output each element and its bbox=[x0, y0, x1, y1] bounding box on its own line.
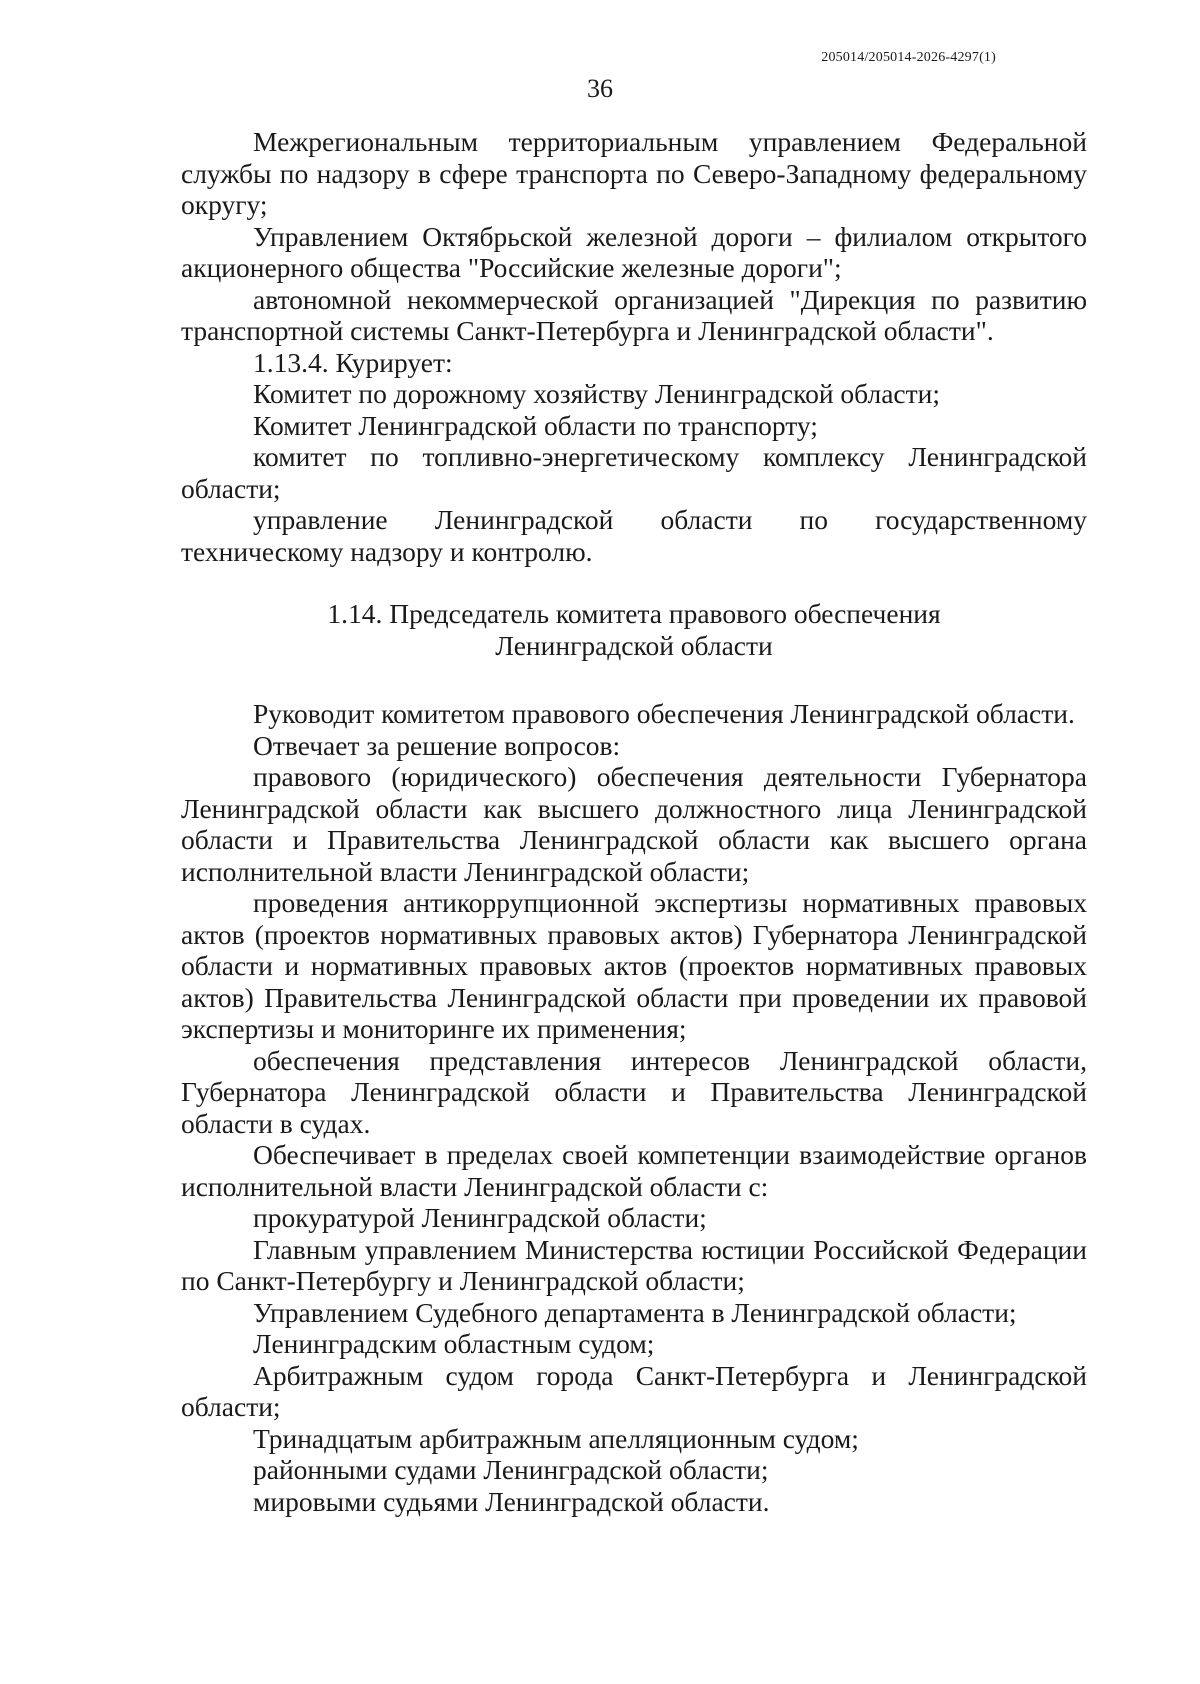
section-heading-line-1: 1.14. Председатель комитета правового обеспечения bbox=[327, 598, 941, 629]
paragraph: Обеспечивает в пределах своей компетенции взаимодействие органов исполнительной власти Ленинградской области с: bbox=[181, 1139, 1087, 1202]
paragraph: прокуратурой Ленинградской области; bbox=[253, 1202, 707, 1233]
paragraph: Управлением Судебного департамента в Ленинградской области; bbox=[253, 1296, 1017, 1328]
paragraph: районными судами Ленинградской области; bbox=[253, 1454, 769, 1485]
spacer bbox=[181, 661, 1087, 698]
document-registration-code: 205014/205014-2026-4297(1) bbox=[821, 50, 996, 65]
paragraph: Руководит комитетом правового обеспечения Ленинградской области. bbox=[253, 698, 1075, 729]
paragraph: проведения антикоррупционной экспертизы нормативных правовых актов (проектов нормативных правовых актов) Губернатора Ленинградской области и нормативных правовых актов (проектов нормативных правовых актов) Правительства Ленинградской области при проведении их правовой экспертизы и мониторинге их применения; bbox=[181, 887, 1087, 1044]
paragraph: управление Ленинградской области по государственному техническому надзору и контролю. bbox=[181, 504, 1087, 567]
paragraph: Отвечает за решение вопросов: bbox=[253, 729, 621, 761]
paragraph: 1.13.4. Курирует: bbox=[253, 346, 453, 378]
paragraph: комитет по топливно-энергетическому комплексу Ленинградской области; bbox=[181, 441, 1087, 504]
paragraph: Межрегиональным территориальным управлением Федеральной службы по надзору в сфере транспорта по Северо-Западному федеральному округу; bbox=[181, 126, 1087, 220]
paragraph: правового (юридического) обеспечения деятельности Губернатора Ленинградской области как высшего должностного лица Ленинградской области и Правительства Ленинградской области как высшего органа исполнительной власти Ленинградской области; bbox=[181, 761, 1087, 887]
paragraph: Тринадцатым арбитражным апелляционным судом; bbox=[253, 1422, 859, 1454]
paragraph: мировыми судьями Ленинградской области. bbox=[253, 1485, 770, 1517]
paragraph: Арбитражным судом города Санкт-Петербурга и Ленинградской области; bbox=[181, 1359, 1087, 1422]
paragraph: Ленинградским областным судом; bbox=[253, 1328, 655, 1359]
paragraph: Управлением Октябрьской железной дороги – филиалом открытого акционерного общества "Российские железные дороги"; bbox=[181, 220, 1087, 283]
paragraph: Главным управлением Министерства юстиции Российской Федерации по Санкт-Петербургу и Ленинградской области; bbox=[181, 1233, 1087, 1296]
document-body bbox=[181, 126, 1087, 1517]
paragraph: автономной некоммерческой организацией "Дирекция по развитию транспортной системы Санкт-Петербурга и Ленинградской области". bbox=[181, 283, 1087, 346]
section-heading bbox=[181, 598, 1087, 661]
paragraph: Комитет Ленинградской области по транспорту; bbox=[253, 409, 818, 441]
section-heading-line-2: Ленинградской области bbox=[495, 629, 773, 661]
paragraph: обеспечения представления интересов Ленинградской области, Губернатора Ленинградской области и Правительства Ленинградской области в судах. bbox=[181, 1044, 1087, 1139]
page-number: 36 bbox=[587, 74, 613, 103]
paragraph: Комитет по дорожному хозяйству Ленинградской области; bbox=[253, 378, 941, 409]
spacer bbox=[181, 567, 1087, 598]
